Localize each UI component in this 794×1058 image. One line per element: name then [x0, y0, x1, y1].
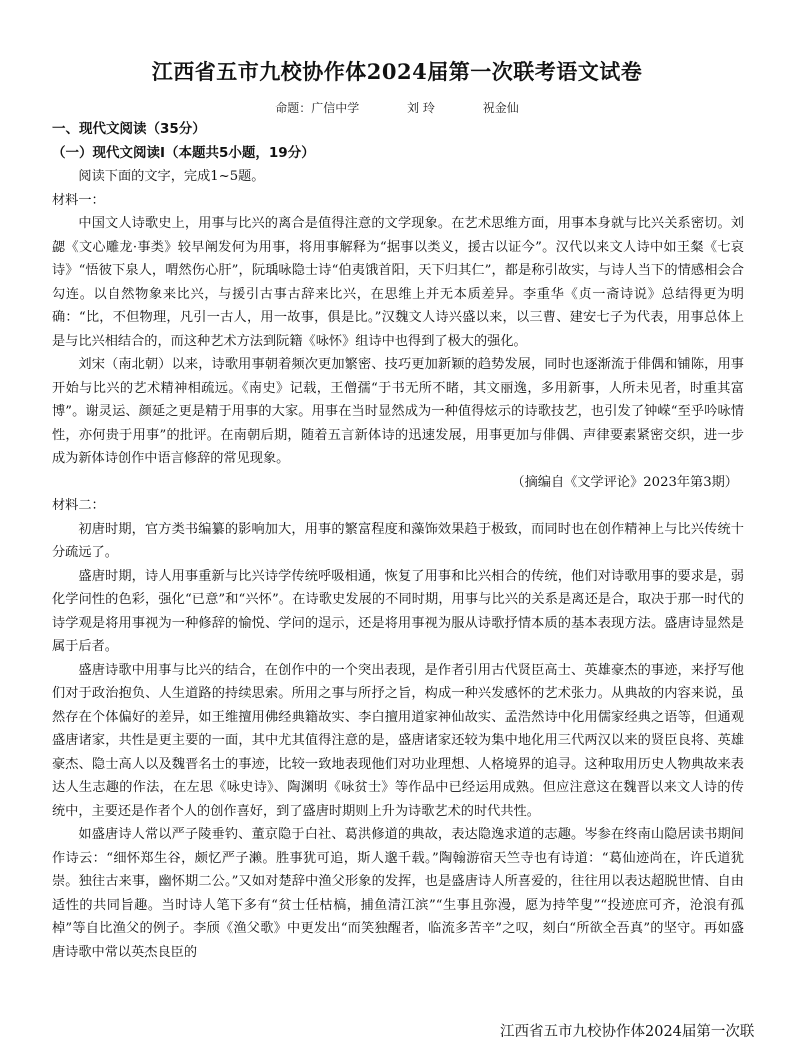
author-name-2: 祝金仙: [482, 101, 519, 115]
author-line: [0, 99, 794, 116]
material1-source: （摘编自《文学评论》2023年第3期）: [511, 474, 738, 490]
exam-content: [52, 118, 744, 964]
material2-paragraph: 盛唐诗歌中用事与比兴的结合，在创作中的一个突出表现，是作者引用古代贤臣高士、英雄豪杰的事迹，来抒写他们对于政治抱负、人生道路的持续思索。所用之事与所抒之旨，构成一种兴发感怀的艺术张力。从典故的内容来说，虽然存在个体偏好的差异，如王维擅用佛经典籍故实、李白擅用道家神仙故实、孟浩然诗中化用儒家经典之语等，但通观盛唐诸家，共性是更主要的一面，其中尤其值得注意的是，盛唐诸家还较为集中地化用三代两汉以来的贤臣良将、英雄豪杰、隐士高人以及魏晋名士的事迹，比较一致地表现他们对功业理想、人格境界的追寻。这种取用历史人物典故来表达人生志趣的作法，在左思《咏史诗》、陶渊明《咏贫士》等作品中已经运用成熟。但应注意这在魏晋以来文人诗的传统中，主要还是作者个人的创作喜好，到了盛唐时期则上升为诗歌艺术的时代共性。: [52, 662, 744, 819]
material2-paragraph: 如盛唐诗人常以严子陵垂钓、董京隐于白社、葛洪修道的典故，表达隐逸求道的志趣。岑参在终南山隐居读书期间作诗云：“细怀郑生谷，颇忆严子濑。胜事犹可追，斯人邈千载。”陶翰游宿天竺寺也有诗道：“葛仙迹尚在，许氏道犹崇。独往古来事，幽怀期二公。”又如对楚辞中渔父形象的发挥，也是盛唐诗人所喜爱的，往往用以表达超脱世情、自由适性的共同旨趣。当时诗人笔下多有“贫士任枯槁，捕鱼清江滨”“生事且弥漫，愿为持竿叟”“投迹庶可齐，沧浪有孤棹”等自比渔父的例子。李颀《渔父歌》中更发出“而笑独醒者，临流多苦辛”之叹，刻白“所欲全吾真”的坚守。再如盛唐诗歌中常以英杰良臣的: [52, 827, 744, 960]
page-title: 江西省五市九校协作体2024届第一次联考语文试卷: [151, 59, 643, 84]
section-heading: 一、现代文阅读（35分）: [52, 121, 206, 137]
material1-paragraph: 刘宋（南北朝）以来，诗歌用事朝着频次更加繁密、技巧更加新颖的趋势发展，同时也逐渐流于俳偶和铺陈，用事开始与比兴的艺术精神相疏远。《南史》记载，王僧孺“于书无所不睹，其文丽逸，多用新事，人所未见者，时重其富博”。谢灵运、颜延之更是精于用事的大家。用事在当时显然成为一种值得炫示的诗歌技艺，也引发了钟嵘“至乎吟咏情性，亦何贵于用事”的批评。在南朝后期，随着五言新体诗的迅速发展，用事更加与俳偶、声律要素紧密交织，进一步成为新体诗创作中语言修辞的常见现象。: [52, 357, 744, 466]
material2-paragraph: 盛唐时期，诗人用事重新与比兴诗学传统呼吸相通，恢复了用事和比兴相合的传统，他们对诗歌用事的要求是，弱化学问性的色彩，强化“已意”和“兴怀”。在诗歌史发展的不同时期，用事与比兴的关系是离还是合，取决于那一时代的诗学观是将用事视为一种修辞的愉悦、学问的逞示，还是将用事视为服从诗歌抒情本质的基本表现方法。盛唐诗显然是属于后者。: [52, 568, 744, 654]
material2-paragraph: 初唐时期，官方类书编纂的影响加大，用事的繁富程度和藻饰效果趋于极致，而同时也在创作精神上与比兴传统十分疏远了。: [52, 521, 744, 560]
instruction-text: 阅读下面的文字，完成1~5题。: [78, 169, 265, 184]
author-name-1: 刘 玲: [407, 101, 435, 115]
material1-label: 材料一：: [52, 192, 105, 208]
material1-paragraph: 中国文人诗歌史上，用事与比兴的离合是值得注意的文学现象。在艺术思维方面，用事本身就与比兴关系密切。刘勰《文心雕龙·事类》较早阐发何为用事，将用事解释为“据事以类义，援古以证今”。汉代以来文人诗中如王粲《七哀诗》“悟彼下泉人，喟然伤心肝”，阮瑀咏隐士诗“伯夷饿首阳，天下归其仁”，都是称引故实，与诗人当下的情感相会合勾连。以自然物象来比兴，与援引古事古辞来比兴，在思维上并无本质差异。李重华《贞一斋诗说》总结得更为明确：“比，不但物理，凡引一古人，用一故事，俱是比。”汉魏文人诗兴盛以来，以三曹、建安七子为代表，用事总体上是与比兴相结合的，而这种艺术方法到阮籍《咏怀》组诗中也得到了极大的强化。: [52, 216, 744, 349]
section-subheading: （一）现代文阅读Ⅰ（本题共5小题，19分）: [52, 144, 315, 161]
author-school: 命题：广信中学: [275, 101, 360, 115]
page-footer: 江西省五市九校协作体2024届第一次联: [500, 1024, 755, 1040]
material2-label: 材料二：: [52, 498, 105, 513]
